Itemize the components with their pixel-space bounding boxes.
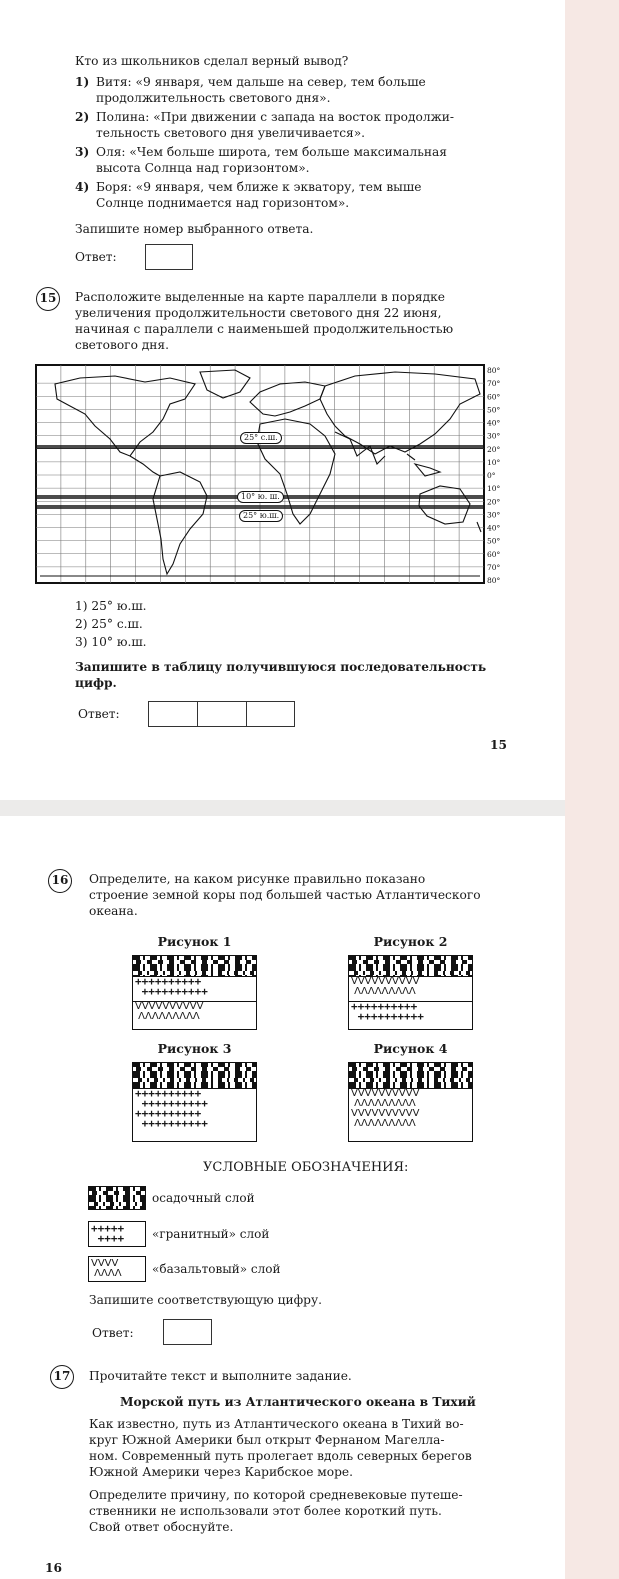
figure-2[interactable] xyxy=(348,955,473,1030)
figure-2-basalt-layer: VVVVVVVVVV ΛΛΛΛΛΛΛΛΛ xyxy=(349,977,472,1002)
figure-3-title: Рисунок 3 xyxy=(157,1041,232,1056)
figure-3[interactable] xyxy=(132,1062,257,1142)
lat-label: 60° xyxy=(487,392,501,402)
q14-option-3-num: 3) xyxy=(75,145,90,159)
lat-label: 10° xyxy=(487,484,501,494)
page-15 xyxy=(0,0,565,800)
figure-2-title: Рисунок 2 xyxy=(373,934,448,949)
q17-para1-line-4: Южной Америки через Карибское море. xyxy=(89,1465,354,1479)
q16-number-badge: 16 xyxy=(48,869,72,893)
q16-instruction: Запишите соответствующую цифру. xyxy=(89,1293,322,1307)
q15-option-3: 3) 10° ю.ш. xyxy=(75,635,147,649)
q15-instruction-line-1: Запишите в таблицу получившуюся последовательность xyxy=(75,660,487,674)
q15-instruction-line-2: цифр. xyxy=(75,676,117,690)
q14-answer-box[interactable] xyxy=(145,244,193,270)
q16-answer-box[interactable] xyxy=(163,1319,212,1345)
lat-label: 30° xyxy=(487,510,501,520)
figure-1[interactable] xyxy=(132,955,257,1030)
q14-option-4: Боря: «9 января, чем ближе к экватору, тем выше xyxy=(96,180,422,194)
q17-intro: Прочитайте текст и выполните задание. xyxy=(89,1369,352,1383)
page-number-16: 16 xyxy=(45,1561,62,1575)
legend-basalt-swatch: VVVV ΛΛΛΛ xyxy=(88,1256,146,1282)
q17-title: Морской путь из Атлантического океана в Тихий xyxy=(120,1395,476,1409)
q17-number-badge: 17 xyxy=(50,1365,74,1389)
q15-text-line-3: начиная с параллели с наименьшей продолжительностью xyxy=(75,322,454,336)
q14-prompt: Кто из школьников сделал верный вывод? xyxy=(75,54,349,68)
q14-option-3: Оля: «Чем больше широта, тем больше максимальная xyxy=(96,145,447,159)
figure-4[interactable] xyxy=(348,1062,473,1142)
legend-sediment-label: осадочный слой xyxy=(152,1191,255,1205)
lat-label: 40° xyxy=(487,418,501,428)
legend-sediment-swatch xyxy=(88,1186,146,1210)
figure-1-granite-layer: ++++++++++ ++++++++++ xyxy=(133,977,256,1002)
q14-answer-label: Ответ: xyxy=(75,250,117,264)
q16-answer-label: Ответ: xyxy=(92,1326,134,1340)
q15-answer-label: Ответ: xyxy=(78,707,120,721)
figure-2-sediment-layer xyxy=(349,956,472,977)
q14-option-1-cont: продолжительность светового дня». xyxy=(96,91,331,105)
figure-1-sediment-layer xyxy=(133,956,256,977)
q16-text-line-1: Определите, на каком рисунке правильно показано xyxy=(89,872,426,886)
q14-instruction: Запишите номер выбранного ответа. xyxy=(75,222,314,236)
figure-4-sediment-layer xyxy=(349,1063,472,1089)
legend-basalt-label: «базальтовый» слой xyxy=(152,1262,281,1276)
legend-title: УСЛОВНЫЕ ОБОЗНАЧЕНИЯ: xyxy=(203,1160,409,1175)
lat-label: 70° xyxy=(487,562,501,572)
q17-para2-line-1: Определите причину, по которой средневековые путеше- xyxy=(89,1488,463,1502)
q15-number-badge: 15 xyxy=(36,287,60,311)
lat-label: 80° xyxy=(487,576,501,585)
world-map xyxy=(35,364,505,586)
q17-para2-line-3: Свой ответ обоснуйте. xyxy=(89,1520,234,1534)
q15-option-1: 1) 25° ю.ш. xyxy=(75,599,147,613)
q15-text-line-1: Расположите выделенные на карте параллели в порядке xyxy=(75,290,445,304)
legend-granite-swatch: +++++ ++++ xyxy=(88,1221,146,1247)
q14-option-2: Полина: «При движении с запада на восток продолжи- xyxy=(96,110,455,124)
lat-label: 20° xyxy=(487,444,501,454)
q15-answer-cell-1[interactable] xyxy=(149,702,198,726)
q15-option-2: 2) 25° с.ш. xyxy=(75,617,143,631)
q15-answer-cell-2[interactable] xyxy=(198,702,247,726)
lat-label: 60° xyxy=(487,549,501,559)
figure-4-basalt-layer: VVVVVVVVVV ΛΛΛΛΛΛΛΛΛ VVVVVVVVVV ΛΛΛΛΛΛΛΛΛ xyxy=(351,1089,420,1129)
q17-para2-line-2: ственники не использовали этот более короткий путь. xyxy=(89,1504,442,1518)
q17-para1-line-1: Как известно, путь из Атлантического океана в Тихий во- xyxy=(89,1417,464,1431)
lat-label: 70° xyxy=(487,379,501,389)
q17-para1-line-3: ном. Современный путь пролегает вдоль северных берегов xyxy=(89,1449,472,1463)
page-16 xyxy=(0,816,565,1579)
q14-option-2-num: 2) xyxy=(75,110,90,124)
q16-text-line-3: океана. xyxy=(89,904,138,918)
world-map-graphic xyxy=(35,364,505,586)
q14-option-2-cont: тельность светового дня увеличивается». xyxy=(96,126,366,140)
q15-answer-table[interactable] xyxy=(148,701,295,727)
lat-label: 10° xyxy=(487,457,501,467)
lat-label: 80° xyxy=(487,366,501,375)
figure-2-granite-layer: ++++++++++ ++++++++++ xyxy=(351,1002,424,1023)
q14-option-1-num: 1) xyxy=(75,75,90,89)
lat-label: 20° xyxy=(487,497,501,507)
q15-text-line-4: светового дня. xyxy=(75,338,169,352)
figure-1-basalt-layer: VVVVVVVVVV ΛΛΛΛΛΛΛΛΛ xyxy=(135,1002,204,1022)
legend-granite-label: «гранитный» слой xyxy=(152,1227,270,1241)
map-label-10-south: 10° ю. ш. xyxy=(237,491,284,503)
lat-label: 50° xyxy=(487,405,501,415)
map-label-25-north: 25° с.ш. xyxy=(240,432,282,444)
q15-text-line-2: увеличения продолжительности светового дня 22 июня, xyxy=(75,306,442,320)
lat-label: 40° xyxy=(487,523,501,533)
lat-label: 0° xyxy=(487,471,496,480)
q16-text-line-2: строение земной коры под большей частью Атлантического xyxy=(89,888,481,902)
figure-3-sediment-layer xyxy=(133,1063,256,1089)
q17-para1-line-2: круг Южной Америки был открыт Фернаном Магелла- xyxy=(89,1433,445,1447)
q14-option-3-cont: высота Солнца над горизонтом». xyxy=(96,161,310,175)
lat-label: 50° xyxy=(487,536,501,546)
figure-3-granite-layer: ++++++++++ ++++++++++ ++++++++++ ++++++++++ xyxy=(135,1089,208,1130)
lat-label: 30° xyxy=(487,431,501,441)
page-number-15: 15 xyxy=(490,738,507,752)
q14-option-4-num: 4) xyxy=(75,180,90,194)
page-background-margin xyxy=(565,0,619,1579)
map-label-25-south: 25° ю.ш. xyxy=(239,510,283,522)
figure-1-title: Рисунок 1 xyxy=(157,934,232,949)
figure-4-title: Рисунок 4 xyxy=(373,1041,448,1056)
q14-option-1: Витя: «9 января, чем дальше на север, тем больше xyxy=(96,75,426,89)
q14-option-4-cont: Солнце поднимается над горизонтом». xyxy=(96,196,350,210)
